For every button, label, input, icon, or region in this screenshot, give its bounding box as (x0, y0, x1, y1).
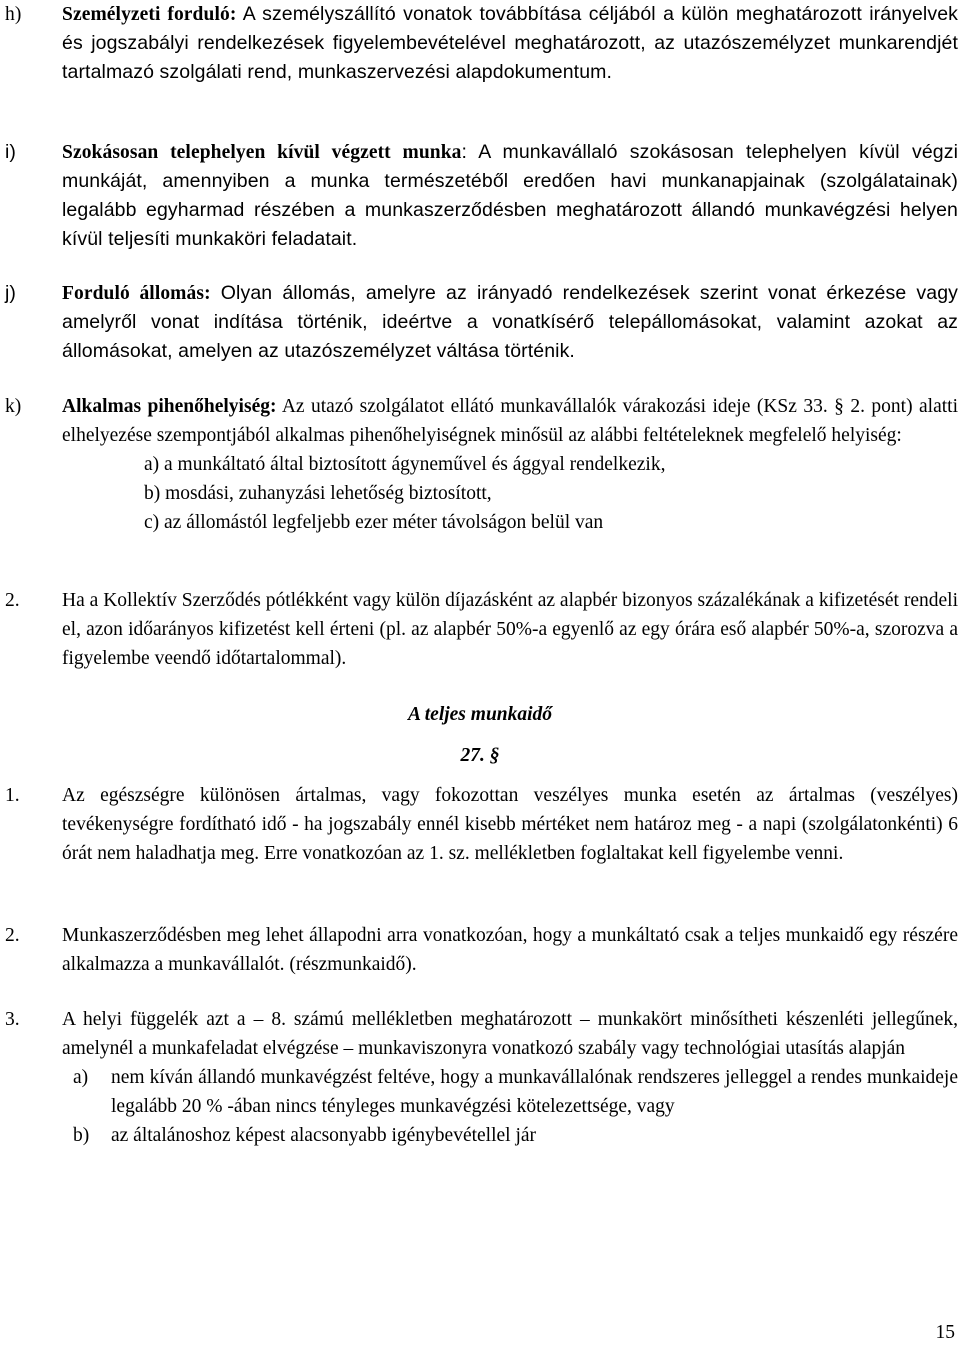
definition-h (0, 0, 958, 87)
item-label: i) (5, 141, 17, 163)
condition-a: a) a munkáltató által biztosított ágyneművel és ággyal rendelkezik, (144, 454, 666, 475)
sub-list (62, 1063, 958, 1150)
item-body: Olyan állomás, amelyre az irányadó rendelkezések szerint vonat érkezése vagy amelyről vonat indítása történik, ideértve a vonatkísérő telepállomásokat, valamint azokat az állomásokat, amelyen az utazószemélyzet váltása történik. (62, 282, 959, 362)
item-text (62, 392, 958, 450)
paragraph-3 (0, 1005, 958, 1150)
sub-item-label: a) (73, 1067, 89, 1088)
condition-b: b) mosdási, zuhanyzási lehetőség biztosított, (144, 483, 492, 504)
definition-j (0, 279, 958, 366)
item-term: Személyzeti forduló: (62, 4, 237, 25)
page-number: 15 (935, 1322, 955, 1343)
item-label: j) (5, 282, 17, 304)
item-text (62, 138, 958, 254)
item-label: k) (5, 396, 22, 417)
condition-c: c) az állomástól legfeljebb ezer méter távolságon belül van (144, 512, 604, 533)
item-label: 3. (5, 1009, 20, 1030)
item-text (62, 0, 958, 87)
item-term: Alkalmas pihenőhelyiség: (62, 396, 277, 417)
item-label: 2. (5, 590, 20, 611)
item-body: Az utazó szolgálatot ellátó munkavállalók várakozási ideje (KSz 33. § 2. pont) alatti elhelyezése szempontjából alkalmas pihenőhelyiségnek minősül az alábbi feltételeknek megfelelő helyiség: (62, 396, 958, 446)
definition-k (0, 392, 958, 537)
definition-i (0, 138, 958, 254)
sub-item-text: az általánoshoz képest alacsonyabb igénybevétellel jár (111, 1125, 537, 1146)
sub-item-label: b) (73, 1125, 90, 1146)
item-text: A helyi függelék azt a – 8. számú mellékletben meghatározott – munkakört minősítheti készenléti jellegűnek, amelynél a munkafeladat elvégzése – munkaviszonyra vonatkozó szabály vagy technológiai utasítás alapján (62, 1009, 958, 1059)
paragraph-1 (0, 781, 958, 868)
sub-item-text: nem kíván állandó munkavégzést feltéve, hogy a munkavállalónak rendszeres jelleggel a rendes munkaideje legalább 20 % -ában nincs tényleges munkavégzési kötelezettsége, vagy (111, 1067, 958, 1117)
item-term: Forduló állomás: (62, 283, 211, 304)
item-term: Szokásosan telephelyen kívül végzett munka (62, 142, 462, 163)
section-number: 27. § (460, 745, 500, 766)
item-text (62, 279, 958, 366)
sub-item-b (62, 1121, 958, 1150)
item-body: A személyszállító vonatok továbbítása céljából a külön meghatározott irányelvek és jogszabályi rendelkezések figyelembevételével meghatározott, az utazószemélyzet munkarendjét tartalmazó szolgálati rend, munkaszervezési alapdokumentum. (62, 3, 958, 83)
item-text: Ha a Kollektív Szerződés pótlékként vagy külön díjazásként az alapbér bizonyos százalékának a kifizetését rendeli el, azon időarányos kifizetést kell érteni (pl. az alapbér 50%-a egyenlő az egy órára eső alapbér 50%-a, szorozva a figyelembe veendő időtartalommal). (62, 590, 958, 669)
paragraph-2 (0, 921, 958, 979)
item-text: Munkaszerződésben meg lehet állapodni arra vonatkozóan, hogy a munkáltató csak a teljes munkaidő egy részére alkalmazza a munkavállalót. (részmunkaidő). (62, 925, 958, 975)
paragraph-2-supplement (0, 586, 958, 673)
item-label: 1. (5, 785, 20, 806)
item-label: 2. (5, 925, 20, 946)
section-title: A teljes munkaidő (407, 704, 553, 725)
sub-item-a (62, 1063, 958, 1121)
item-label: h) (5, 4, 22, 25)
item-text: Az egészségre különösen ártalmas, vagy fokozottan veszélyes munka esetén az ártalmas (veszélyes) tevékenységre fordítható idő - ha jogszabály ennél kisebb mértéket nem határoz meg - a napi (szolgálatonkénti) 6 órát nem haladhatja meg. Erre vonatkozóan az 1. sz. mellékletben foglaltakat kell figyelembe venni. (62, 785, 958, 864)
item-body: : A munkavállaló szokásosan telephelyen kívül végzi munkáját, amennyiben a munka természetéből eredően havi munkanapjainak (szolgálatainak) legalább egyharmad részében a munkaszerződésben meghatározott állandó munkavégzési helyen kívül teljesíti munkaköri feladatait. (62, 141, 959, 250)
